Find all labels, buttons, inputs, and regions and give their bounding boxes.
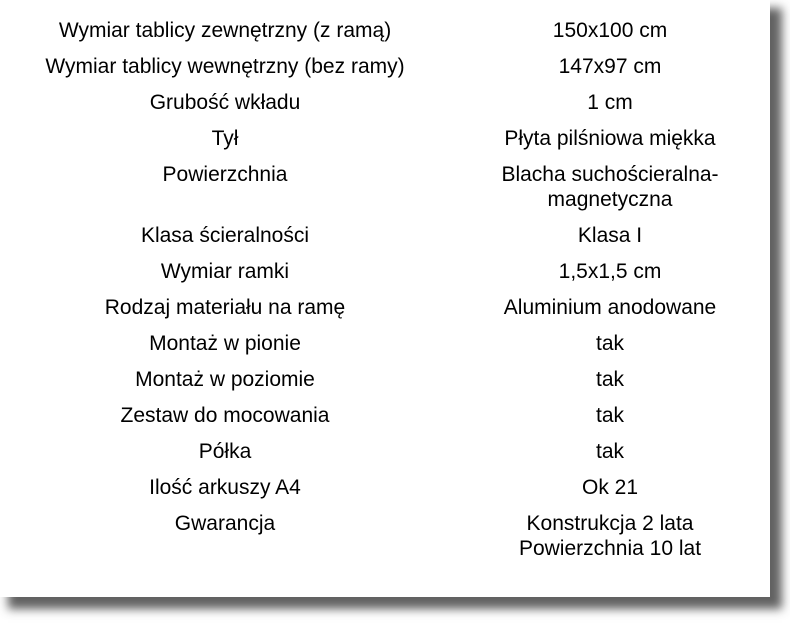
- table-row: [0, 84, 770, 120]
- table-row: [0, 253, 770, 289]
- table-row: [0, 156, 770, 217]
- table-row: [0, 361, 770, 397]
- table-row: [0, 48, 770, 84]
- table-row: [0, 289, 770, 325]
- spec-value: tak: [595, 332, 624, 355]
- spec-value: Aluminium anodowane: [503, 296, 717, 319]
- table-row: [0, 505, 770, 566]
- spec-value: Ok 21: [581, 476, 639, 499]
- table-row: [0, 469, 770, 505]
- spec-value-line: Blacha suchościeralna-: [501, 163, 719, 186]
- spec-name: Gwarancja: [174, 512, 276, 535]
- spec-name: Wymiar ramki: [160, 260, 290, 283]
- table-row: [0, 12, 770, 48]
- spec-value: 1 cm: [587, 91, 633, 114]
- spec-value: tak: [595, 440, 624, 463]
- table-row: [0, 397, 770, 433]
- spec-value: tak: [595, 368, 624, 391]
- spec-value: [450, 505, 770, 566]
- spec-name: Zestaw do mocowania: [120, 404, 330, 427]
- spec-value: 1,5x1,5 cm: [558, 260, 662, 283]
- spec-name: Wymiar tablicy wewnętrzny (bez ramy): [45, 55, 405, 78]
- spec-value-line: Powierzchnia 10 lat: [518, 537, 702, 560]
- spec-name: Ilość arkuszy A4: [149, 476, 301, 499]
- table-row: [0, 325, 770, 361]
- spec-value-line: magnetyczna: [547, 188, 673, 211]
- table-row: [0, 217, 770, 253]
- spec-value: 150x100 cm: [552, 19, 668, 42]
- spec-value: [450, 156, 770, 217]
- spec-name: Rodzaj materiału na ramę: [104, 296, 346, 319]
- spec-name: Grubość wkładu: [149, 91, 301, 114]
- spec-value: Płyta pilśniowa miękka: [504, 127, 716, 150]
- spec-name: Powierzchnia: [162, 163, 288, 186]
- spec-value: tak: [595, 404, 624, 427]
- spec-name: Klasa ścieralności: [140, 224, 310, 247]
- spec-name: Montaż w poziomie: [135, 368, 315, 391]
- table-row: [0, 433, 770, 469]
- spec-name: Półka: [198, 440, 252, 463]
- spec-name: Wymiar tablicy zewnętrzny (z ramą): [58, 19, 392, 42]
- spec-value-line: Konstrukcja 2 lata: [526, 512, 694, 535]
- spec-name: Tył: [211, 127, 239, 150]
- table-row: [0, 120, 770, 156]
- spec-value: 147x97 cm: [558, 55, 662, 78]
- spec-table: [0, 12, 770, 566]
- spec-name: Montaż w pionie: [149, 332, 301, 355]
- spec-value: Klasa I: [577, 224, 643, 247]
